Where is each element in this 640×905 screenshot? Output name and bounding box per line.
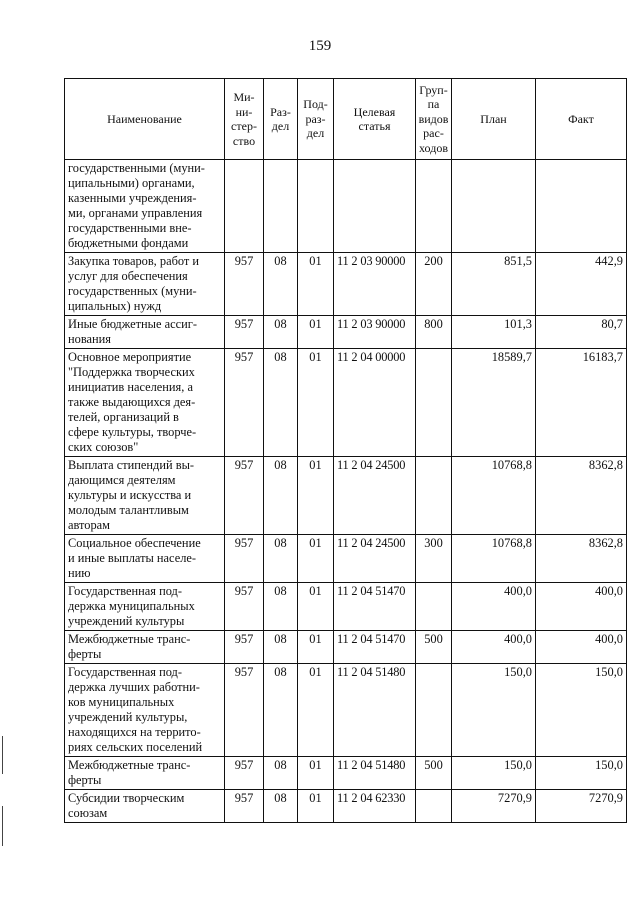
cell-fact: 8362,8 [536,457,627,535]
cell-plan: 10768,8 [452,457,536,535]
cell-ministry: 957 [225,253,264,316]
cell-target: 11 2 04 00000 [334,349,416,457]
cell-fact: 400,0 [536,583,627,631]
budget-table [64,78,627,823]
cell-target: 11 2 03 90000 [334,253,416,316]
cell-fact [536,160,627,253]
cell-group [416,160,452,253]
cell-group [416,790,452,823]
cell-name: Межбюджетные транс- ферты [65,631,225,664]
header-fact: Факт [536,79,627,160]
cell-fact: 16183,7 [536,349,627,457]
cell-subsection: 01 [298,253,334,316]
cell-ministry: 957 [225,664,264,757]
cell-target: 11 2 04 51470 [334,583,416,631]
cell-ministry: 957 [225,757,264,790]
cell-fact: 80,7 [536,316,627,349]
cell-fact: 150,0 [536,664,627,757]
cell-plan: 101,3 [452,316,536,349]
cell-name: Закупка товаров, работ и услуг для обеспечения государственных (муни- ципальных) нужд [65,253,225,316]
cell-group: 500 [416,757,452,790]
table-row [65,457,627,535]
table-row [65,757,627,790]
cell-target: 11 2 04 24500 [334,457,416,535]
header-target: Целевая статья [334,79,416,160]
cell-group: 300 [416,535,452,583]
cell-target: 11 2 04 62330 [334,790,416,823]
cell-plan: 150,0 [452,757,536,790]
cell-target: 11 2 04 51480 [334,757,416,790]
cell-group [416,664,452,757]
header-ministry: Ми- ни- стер- ство [225,79,264,160]
cell-fact: 8362,8 [536,535,627,583]
table-row [65,790,627,823]
cell-section: 08 [264,316,298,349]
cell-section: 08 [264,583,298,631]
table-row [65,583,627,631]
cell-plan: 851,5 [452,253,536,316]
table-row [65,631,627,664]
table-row [65,664,627,757]
header-name: Наименование [65,79,225,160]
cell-name: Основное мероприятие "Поддержка творческих инициатив населения, а также выдающихся дея- телей, организаций в сфере культуры, творче- ских союзов" [65,349,225,457]
cell-target: 11 2 04 24500 [334,535,416,583]
cell-fact: 442,9 [536,253,627,316]
cell-subsection [298,160,334,253]
cell-subsection: 01 [298,664,334,757]
cell-plan: 10768,8 [452,535,536,583]
cell-name: Межбюджетные транс- ферты [65,757,225,790]
cell-name: государственными (муни- ципальными) органами, казенными учреждения- ми, органами управления государственными вне- бюджетными фондами [65,160,225,253]
cell-section [264,160,298,253]
cell-ministry [225,160,264,253]
cell-section: 08 [264,457,298,535]
cell-name: Выплата стипендий вы- дающимся деятелям культуры и искусства и молодым талантливым авторам [65,457,225,535]
cell-name: Субсидии творческим союзам [65,790,225,823]
cell-group: 500 [416,631,452,664]
cell-name: Социальное обеспечение и иные выплаты населе- нию [65,535,225,583]
cell-section: 08 [264,790,298,823]
cell-group: 800 [416,316,452,349]
cell-section: 08 [264,631,298,664]
cell-subsection: 01 [298,349,334,457]
cell-subsection: 01 [298,631,334,664]
cell-ministry: 957 [225,790,264,823]
cell-subsection: 01 [298,316,334,349]
cell-subsection: 01 [298,583,334,631]
table-row [65,253,627,316]
cell-fact: 400,0 [536,631,627,664]
margin-mark [2,736,3,774]
table-row [65,316,627,349]
cell-target [334,160,416,253]
header-row [65,79,627,160]
cell-group [416,349,452,457]
header-plan: План [452,79,536,160]
cell-section: 08 [264,664,298,757]
cell-plan: 18589,7 [452,349,536,457]
cell-fact: 7270,9 [536,790,627,823]
cell-name: Государственная под- держка муниципальных учреждений культуры [65,583,225,631]
cell-plan [452,160,536,253]
cell-plan: 400,0 [452,583,536,631]
table-row [65,349,627,457]
cell-target: 11 2 03 90000 [334,316,416,349]
header-subsection: Под- раз- дел [298,79,334,160]
header-section: Раз- дел [264,79,298,160]
cell-section: 08 [264,757,298,790]
cell-group [416,457,452,535]
cell-plan: 7270,9 [452,790,536,823]
cell-section: 08 [264,535,298,583]
cell-ministry: 957 [225,316,264,349]
cell-name: Государственная под- держка лучших работни- ков муниципальных учреждений культуры, находящихся на террито- риях сельских поселений [65,664,225,757]
cell-ministry: 957 [225,535,264,583]
cell-plan: 150,0 [452,664,536,757]
table-row [65,160,627,253]
cell-ministry: 957 [225,457,264,535]
cell-name: Иные бюджетные ассиг- нования [65,316,225,349]
cell-target: 11 2 04 51480 [334,664,416,757]
cell-subsection: 01 [298,757,334,790]
cell-target: 11 2 04 51470 [334,631,416,664]
margin-mark [2,806,3,846]
cell-subsection: 01 [298,790,334,823]
cell-ministry: 957 [225,631,264,664]
cell-subsection: 01 [298,457,334,535]
cell-plan: 400,0 [452,631,536,664]
cell-group [416,583,452,631]
cell-ministry: 957 [225,583,264,631]
cell-section: 08 [264,349,298,457]
table-row [65,535,627,583]
cell-ministry: 957 [225,349,264,457]
cell-group: 200 [416,253,452,316]
cell-fact: 150,0 [536,757,627,790]
cell-subsection: 01 [298,535,334,583]
header-group: Груп- па видов рас- ходов [416,79,452,160]
cell-section: 08 [264,253,298,316]
page-number: 159 [308,38,332,54]
